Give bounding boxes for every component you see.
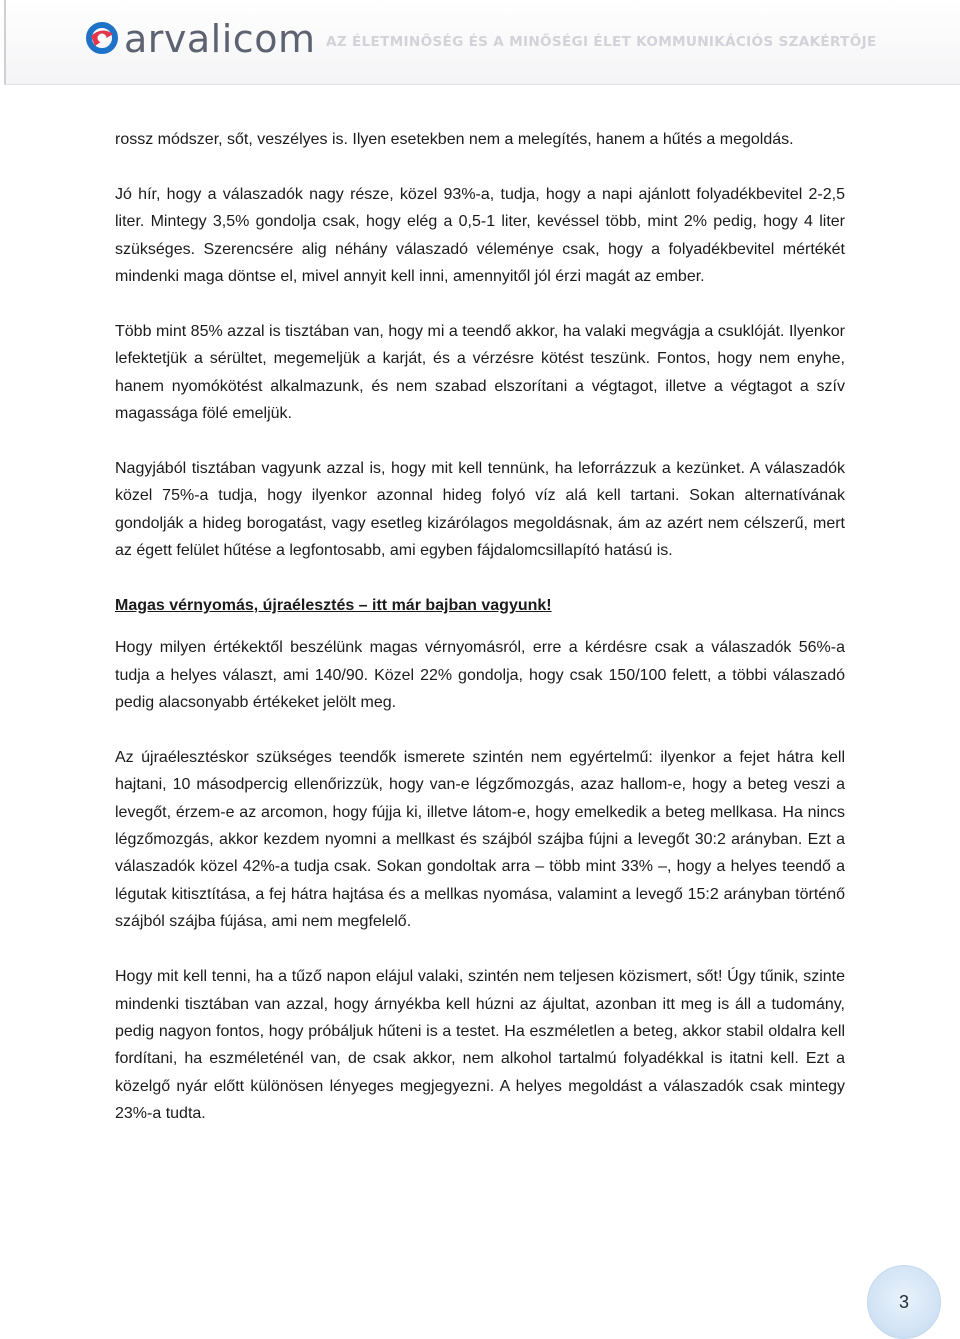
- paragraph-3: Több mint 85% azzal is tisztában van, hogy mi a teendő akkor, ha valaki megvágja a csuklóját. Ilyenkor lefektetjük a sérültet, megemeljük a karját, és a vérzésre kötést teszünk. Fontos, hogy nem enyhe, hanem nyomókötést alkalmazunk, és nem szabad elszorítani a végtagot, illetve a végtagot a szív magassága fölé emeljük.: [115, 322, 845, 423]
- section-heading: Magas vérnyomás, újraélesztés – itt már bajban vagyunk!: [115, 596, 552, 614]
- page-number: 3: [898, 1291, 909, 1312]
- paragraph-5: Hogy milyen értékektől beszélünk magas vérnyomásról, erre a kérdésre csak a válaszadók 56%-a tudja a helyes választ, ami 140/90. Közel 22% gondolja, hogy csak 150/100 felett, a többi válaszadó pedig alacsonyabb értékeket jelölt meg.: [115, 639, 845, 712]
- page-header: [0, 0, 960, 84]
- paragraph-4: Nagyjából tisztában vagyunk azzal is, hogy mit kell tennünk, ha leforrázzuk a kezünket. A válaszadók közel 75%-a tudja, hogy ilyenkor azonnal hideg folyó víz alá kell tartani. Sokan alternatívának gondolják a hideg borogatást, vagy esetleg kizárólagos megoldásnak, ám az azért nem célszerű, mert az égett felület hűtése a legfontosabb, ami egyben fájdalomcsillapító hatású is.: [115, 459, 845, 560]
- document-body: [115, 126, 845, 1155]
- header-tagline: AZ ÉLETMINŐSÉG ÉS A MINŐSÉGI ÉLET KOMMUNIKÁCIÓS SZAKÉRTŐJE: [326, 34, 877, 50]
- paragraph-1: rossz módszer, sőt, veszélyes is. Ilyen esetekben nem a melegítés, hanem a hűtés a megoldás.: [115, 131, 794, 148]
- header-bar: [4, 0, 960, 85]
- paragraph-2: Jó hír, hogy a válaszadók nagy része, közel 93%-a, tudja, hogy a napi ajánlott folyadékbevitel 2-2,5 liter. Mintegy 3,5% gondolja csak, hogy elég a 0,5-1 liter, kevéssel több, mint 2% pedig, hogy 4 liter szükséges. Szerencsére alig néhány válaszadó véleménye csak, hogy a folyadékbevitel mértékét mindenki maga döntse el, mivel annyit kell inni, amennyitől jól érzi magát az ember.: [115, 185, 845, 286]
- brand-name: arvalicom: [124, 17, 316, 61]
- page-number-badge: [867, 1265, 941, 1339]
- paragraph-7: Hogy mit kell tenni, ha a tűző napon elájul valaki, szintén nem teljesen közismert, sőt! Úgy tűnik, szinte mindenki tisztában van azzal, hogy árnyékba kell húzni az ájultat, azonban itt meg is áll a tudomány, pedig nagyon fontos, hogy próbáljuk hűteni is a testet. Ha eszméletlen a beteg, akkor stabil oldalra kell fordítani, ha eszméleténél van, de csak akkor, nem alkohol tartalmú folyadékkal is itatni kell. Ezt a közelgő nyár előtt különösen lényeges megjegyezni. A helyes megoldást a válaszadók csak mintegy 23%-a tudta.: [115, 968, 845, 1123]
- arvalicom-logo-icon: [84, 20, 120, 56]
- paragraph-6: Az újraélesztéskor szükséges teendők ismerete szintén nem egyértelmű: ilyenkor a fejet hátra kell hajtani, 10 másodpercig ellenőrizzük, hogy van-e légzőmozgás, azaz hallom-e, hogy a beteg veszi a levegőt, érzem-e az arcomon, hogy fújja ki, illetve látom-e, hogy emelkedik a beteg mellkasa. Ha nincs légzőmozgás, akkor kezdem nyomni a mellkast és szájból szájba fújni a levegőt 30:2 arányban. Ezt a válaszadók közel 42%-a tudja csak. Sokan gondoltak arra – több mint 33% –, hogy a helyes teendő a légutak kitisztítása, a fej hátra hajtása és a mellkas nyomása, valamint a levegő 15:2 arányban történő szájból szájba fújása, ami nem megfelelő.: [115, 748, 845, 931]
